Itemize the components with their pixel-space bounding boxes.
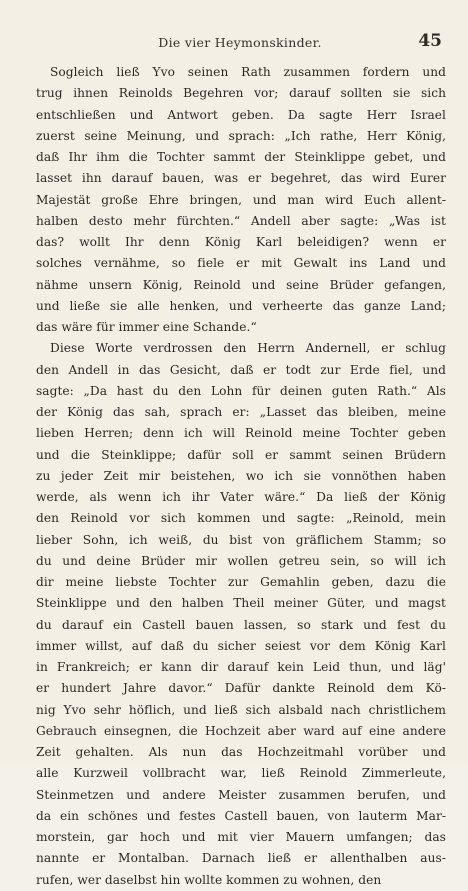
- text-line: zuerst seine Meinung, und sprach: „Ich rathe, Herr König,: [36, 128, 446, 143]
- text-line: immer willst, auf daß du sicher seiest vor dem König Karl: [36, 638, 446, 653]
- text-line: den Reinold vor sich kommen und sagte: „Reinold, mein: [36, 511, 446, 526]
- text-line: werde, als wenn ich ihr Vater wäre.“ Da ließ der König: [36, 490, 446, 504]
- text-line: daß Ihr ihm die Tochter sammt der Steinklippe gebet, und: [36, 150, 446, 164]
- text-line: halben desto mehr fürchten.“ Andell aber sagte: „Was ist: [36, 213, 446, 228]
- text-line: lieber Sohn, ich weiß, du bist von gräflichem Stamm; so: [36, 532, 446, 547]
- text-line: Zeit gehalten. Als nun das Hochzeitmahl vorüber und: [36, 745, 446, 759]
- text-line: trug ihnen Reinolds Begehren vor; darauf sollten sie sich: [36, 86, 446, 101]
- running-head: Die vier Heymonskinder.: [158, 35, 322, 50]
- text-line: da ein schönes und festes Castell bauen, von lauterm Mar-: [36, 808, 446, 823]
- text-line: sagte: „Da hast du den Lohn für deinen guten Rath.“ Als: [36, 383, 446, 398]
- body-text: [36, 62, 446, 891]
- text-line: zu jeder Zeit mir beistehen, wo ich sie vonnöthen haben: [36, 468, 446, 483]
- text-line: das wäre für immer eine Schande.“: [36, 320, 257, 334]
- text-line: nig Yvo sehr höflich, und ließ sich alsbald nach christlichem: [36, 702, 446, 717]
- text-line: der König das sah, sprach er: „Lasset das bleiben, meine: [36, 405, 446, 419]
- text-line: nannte er Montalban. Darnach ließ er allenthalben aus-: [36, 851, 446, 866]
- text-line: rufen, wer daselbst hin wollte kommen zu wohnen, den: [36, 872, 382, 887]
- text-line: dir meine liebste Tochter zur Gemahlin geben, dazu die: [36, 575, 446, 589]
- text-line: Diese Worte verdrossen den Herrn Andernell, er schlug: [50, 341, 446, 356]
- text-line: den Andell in das Gesicht, daß er todt zur Erde fiel, und: [36, 362, 446, 377]
- text-line: du und deine Brüder mir wollen getreu sein, so will ich: [36, 553, 446, 568]
- text-line: morstein, gar hoch und mit vier Mauern umfangen; das: [36, 830, 446, 844]
- text-line: das? wollt Ihr denn König Karl beleidigen? wenn er: [36, 235, 446, 249]
- page-number: 45: [418, 31, 442, 51]
- text-line: lasset ihn darauf bauen, was er begehret, das wird Eurer: [36, 171, 446, 186]
- text-line: und die Steinklippe; dafür soll er sammt seinen Brüdern: [36, 447, 446, 462]
- text-line: Steinklippe und den halben Theil meiner Güter, und magst: [36, 596, 446, 611]
- text-line: alle Kurzweil vollbracht war, ließ Reinold Zimmerleute,: [36, 766, 446, 781]
- text-line: in Frankreich; er kann dir darauf kein Leid thun, und läg': [36, 660, 446, 674]
- text-line: lieben Herren; denn ich will Reinold meine Tochter geben: [36, 426, 446, 441]
- page-header: [36, 32, 444, 54]
- text-line: er hundert Jahre davor.“ Dafür dankte Reinold dem Kö-: [36, 681, 446, 696]
- text-line: Majestät große Ehre bringen, und man wird Euch allent-: [36, 192, 446, 207]
- text-line: und ließe sie alle henken, und verheerte das ganze Land;: [36, 298, 446, 313]
- text-line: Steinmetzen und andere Meister zusammen berufen, und: [36, 787, 446, 802]
- text-line: Gebrauch einsegnen, die Hochzeit aber ward auf eine andere: [36, 723, 446, 738]
- text-line: Sogleich ließ Yvo seinen Rath zusammen fordern und: [50, 65, 446, 79]
- text-line: nähme unsern König, Reinold und seine Brüder gefangen,: [36, 277, 446, 292]
- text-line: entschließen und Antwort geben. Da sagte Herr Israel: [36, 107, 446, 122]
- text-line: solches vernähme, so fiele er mit Gewalt ins Land und: [36, 256, 446, 271]
- text-line: du darauf ein Castell bauen lassen, so stark und fest du: [36, 617, 446, 632]
